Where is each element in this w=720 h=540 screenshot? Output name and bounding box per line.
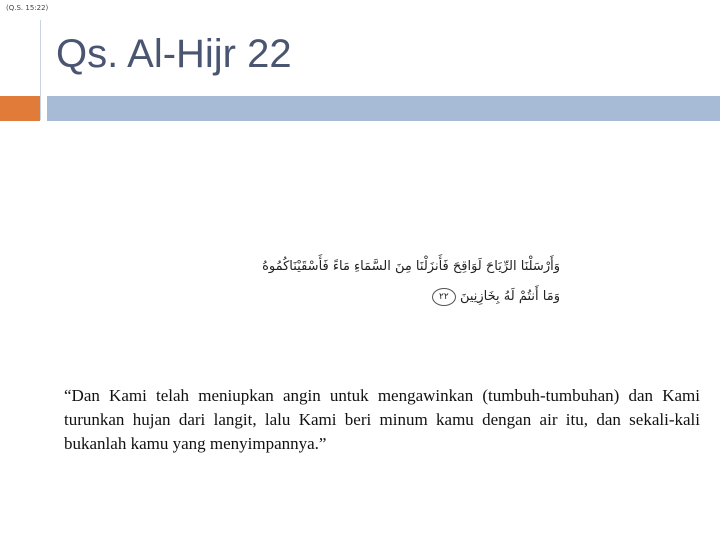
arabic-verse bbox=[120, 252, 560, 312]
arabic-verse-line-2 bbox=[120, 282, 560, 312]
ayah-number-mark: ٢٢ bbox=[432, 288, 456, 306]
arabic-verse-line-1: وَأَرْسَلْنَا الرِّيَاحَ لَوَاقِحَ فَأَنزَلْنَا مِنَ السَّمَاءِ مَاءً فَأَسْقَيْنَاكُمُوهُ bbox=[262, 259, 560, 274]
verse-reference: (Q.S. 15:22) bbox=[6, 4, 49, 12]
translation-text: “Dan Kami telah meniupkan angin untuk mengawinkan (tumbuh-tumbuhan) dan Kami turunkan hujan dari langit, lalu Kami beri minum kamu dengan air itu, dan sekali-kali bukanlah kamu yang menyimpannya.” bbox=[64, 386, 700, 453]
arabic-verse-line-2-text: وَمَا أَنتُمْ لَهُ بِخَازِنِينَ bbox=[459, 289, 560, 304]
slide-title: Qs. Al-Hijr 22 bbox=[56, 32, 292, 76]
accent-bar-blue bbox=[47, 96, 720, 121]
accent-bar-orange bbox=[0, 96, 40, 121]
